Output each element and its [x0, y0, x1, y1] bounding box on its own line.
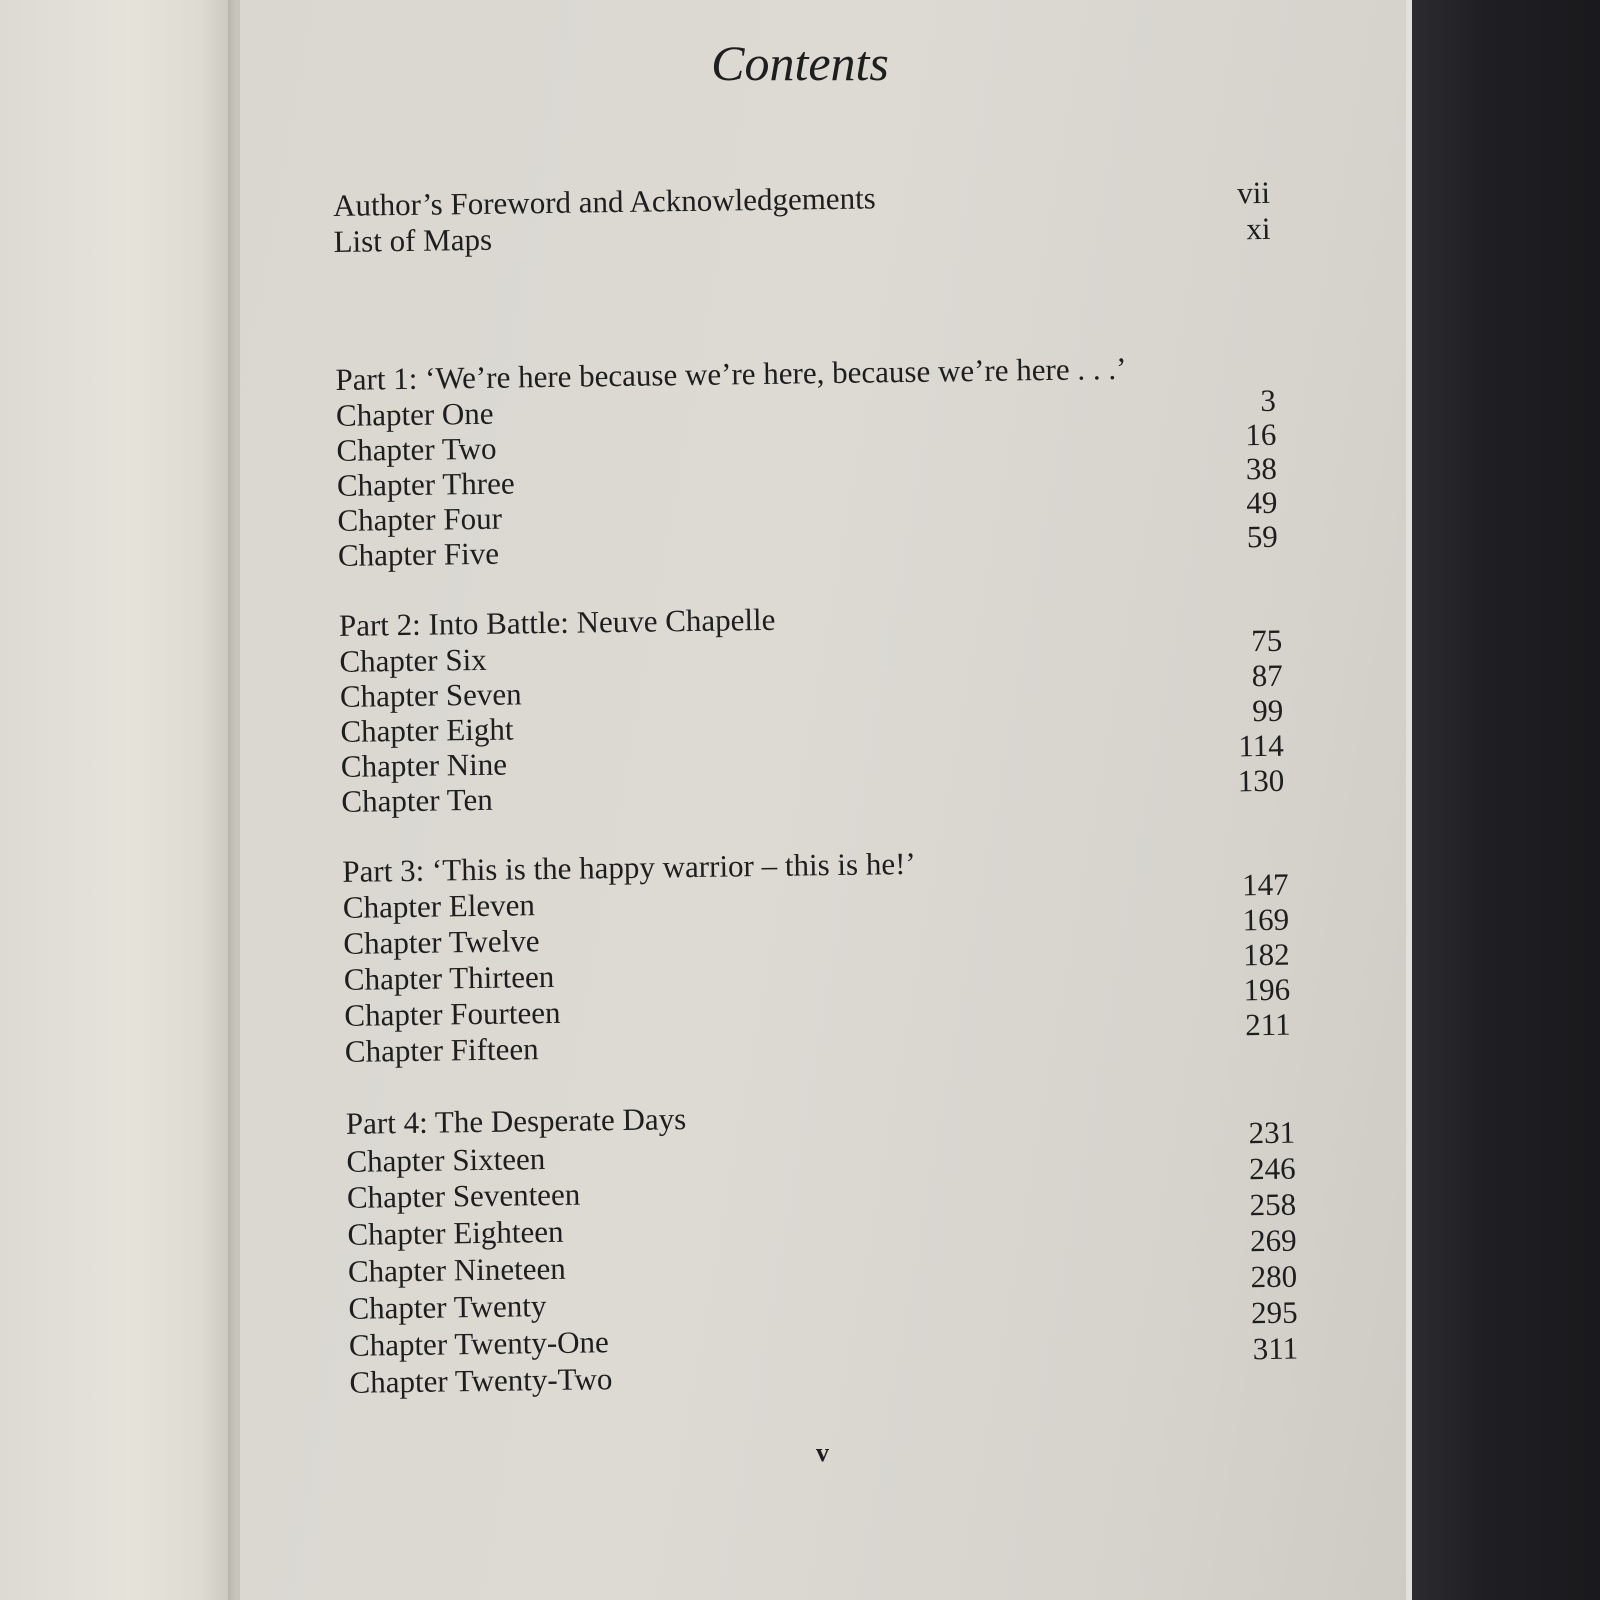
- chapter-entry: Chapter Eight: [340, 711, 514, 749]
- chapter-entry: Chapter Eleven: [342, 887, 536, 925]
- chapter-page: 38: [1245, 450, 1278, 487]
- toc-page-foreword: vii: [1237, 174, 1271, 211]
- chapter-entry: Chapter Twelve: [343, 923, 540, 961]
- chapter-page: 295: [1250, 1294, 1298, 1331]
- chapter-page: 246: [1248, 1150, 1296, 1187]
- chapter-page: 169: [1242, 901, 1290, 938]
- chapter-page: 3: [1260, 382, 1277, 419]
- page-title: Contents: [711, 35, 889, 91]
- chapter-page: 311: [1252, 1330, 1299, 1367]
- chapter-entry: Chapter Twenty-Two: [349, 1361, 613, 1400]
- chapter-page: 16: [1245, 416, 1277, 453]
- toc-page-maps: xi: [1246, 210, 1271, 247]
- chapter-page: 59: [1246, 518, 1279, 555]
- chapter-entry: Chapter Ten: [341, 781, 493, 819]
- chapter-entry: Chapter Three: [336, 465, 515, 503]
- chapter-page: 114: [1238, 727, 1284, 764]
- chapter-page: 182: [1242, 936, 1290, 973]
- chapter-entry: Chapter Fifteen: [344, 1031, 539, 1069]
- chapter-entry: Chapter Four: [337, 500, 503, 538]
- toc-entry-maps: List of Maps: [333, 221, 493, 259]
- chapter-page: 231: [1248, 1114, 1296, 1151]
- chapter-entry: Chapter Seventeen: [346, 1176, 581, 1215]
- chapter-page: 147: [1241, 866, 1289, 903]
- toc-entry-foreword: Author’s Foreword and Acknowledgements: [332, 180, 876, 223]
- chapter-page: 258: [1249, 1186, 1297, 1223]
- part-heading: Part 4: The Desperate Days: [345, 1101, 687, 1141]
- chapter-page: 269: [1249, 1222, 1297, 1259]
- chapter-entry: Chapter Nineteen: [347, 1250, 566, 1289]
- part-heading: Part 2: Into Battle: Neuve Chapelle: [338, 601, 776, 643]
- chapter-page: 130: [1237, 762, 1285, 799]
- chapter-entry: Chapter Five: [337, 535, 500, 573]
- chapter-entry: Chapter Seven: [339, 676, 522, 714]
- chapter-entry: Chapter Fourteen: [344, 994, 561, 1033]
- chapter-page: 280: [1250, 1258, 1298, 1295]
- part-heading: Part 1: ‘We’re here because we’re here, because we’re here . . .’: [335, 350, 1127, 397]
- chapter-page: 49: [1246, 484, 1278, 521]
- chapter-entry: Chapter Six: [339, 641, 487, 679]
- chapter-entry: Chapter Nine: [340, 746, 508, 784]
- chapter-entry: Chapter Two: [336, 430, 497, 468]
- chapter-entry: Chapter One: [335, 395, 494, 433]
- part-heading: Part 3: ‘This is the happy warrior – this is he!’: [342, 845, 916, 889]
- chapter-page: 99: [1251, 692, 1284, 729]
- chapter-page: 87: [1251, 657, 1283, 694]
- chapter-entry: Chapter Thirteen: [343, 958, 555, 997]
- chapter-entry: Chapter Twenty-One: [348, 1324, 610, 1363]
- chapter-entry: Chapter Twenty: [348, 1288, 547, 1326]
- chapter-entry: Chapter Sixteen: [346, 1141, 546, 1179]
- chapter-page: 75: [1250, 622, 1283, 659]
- page-number: v: [816, 1438, 829, 1467]
- chapter-page: 211: [1245, 1006, 1291, 1043]
- chapter-entry: Chapter Eighteen: [347, 1213, 564, 1252]
- chapter-page: 196: [1243, 971, 1291, 1008]
